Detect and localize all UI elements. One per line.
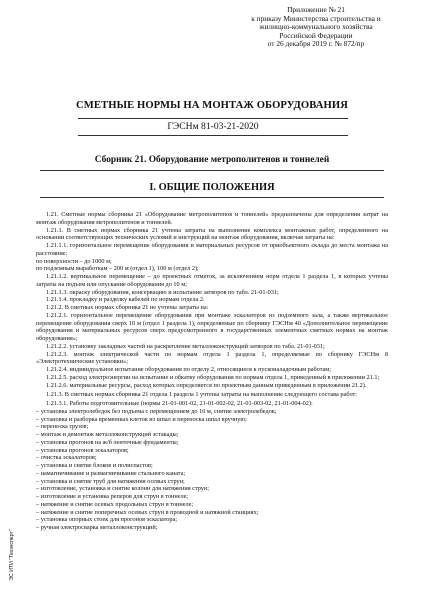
- paragraph: 1.21.1.3. окраску оборудования, консервацию и испытание затворов по табл. 21-01-031;: [46, 288, 279, 296]
- appendix-country-line: Российской Федерации: [279, 30, 353, 40]
- list-item: – натяжение и снятие поперечных осевых струн в проводной и натяжной станциях;: [36, 508, 259, 516]
- document-title: СМЕТНЫЕ НОРМЫ НА МОНТАЖ ОБОРУДОВАНИЯ: [76, 100, 348, 111]
- paragraph: 1.21.1.4. прокладку и разделку кабелей по нормам отдела 2.: [46, 296, 205, 304]
- list-item: – очистка эскалаторов;: [36, 454, 97, 462]
- list-item: – установка и разборка временных клеток из шпал и переноска шпал вручную;: [36, 415, 247, 423]
- list-item: – установка и снятие блоков и полиспастов;: [36, 462, 153, 469]
- document-code: ГЭСНм 81-03-21-2020: [78, 118, 348, 136]
- paragraph: 1.21.1.2. вертикальное перемещение – до проектных отметок, за исключением норм отдела 1 раздела 1, в которых учтены затраты на подъем или опускание оборудования до 10 м;: [36, 273, 388, 288]
- collection-divider: [40, 170, 384, 171]
- paragraph: 1.21.2. В сметных нормах сборника 21 не учтены затраты на:: [46, 304, 209, 311]
- appendix-ministry-line: жилищно-коммунального хозяйства: [259, 22, 373, 32]
- list-item: – монтаж и демонтаж металлоконструкций эстакады;: [36, 431, 179, 438]
- appendix-order-line: к приказу Министерства строительства и: [251, 13, 381, 23]
- section-divider: [40, 197, 384, 198]
- paragraph: по подземным выработкам – 200 м (отдел 1), 100 м (отдел 2);: [36, 265, 199, 273]
- list-item: – ручная электросварка металлоконструкций;: [36, 524, 158, 531]
- list-item: – установка прогонов на ж/б ленточные фундаменты;: [36, 438, 179, 446]
- collection-title: Сборник 21. Оборудование метрополитенов и тоннелей: [94, 155, 330, 165]
- paragraph: 1.21.3.1. Работы подготовительные (нормы 21-01-001-02, 21-01-002-02, 21-01-003-02, 21-01-004-02):: [46, 400, 313, 407]
- paragraph: 1.21.2.6. материальные ресурсы, расход которых определяется по проектным данным приведенным в приложении 21.2).: [46, 381, 367, 389]
- paragraph: 1.21.2.4. индивидуальное испытание оборудования по отделу 2, относящиеся к пусконаладочным работам;: [46, 366, 331, 373]
- list-item: – установка опорных стоек для прогонов эскалатора;: [36, 516, 178, 524]
- list-item: – намагничивание и размагничивание стального каната;: [36, 469, 186, 477]
- appendix-number: Приложение № 21: [287, 5, 345, 14]
- list-item: – установка и снятие труб для натяжения осевых струн;: [36, 477, 185, 485]
- paragraph: 1.21.1.1. горизонтальное перемещение оборудования и материальных ресурсов от приобъектного склада до места монтажа на расстояние:: [36, 242, 388, 257]
- list-item: – установка электролебедок без подъема с перемещением до 10 м, снятие электролебедок;: [36, 407, 277, 415]
- paragraph: 1.21. Сметные нормы сборника 21 «Оборудование метрополитенов и тоннелей» предназначены для определения затрат на монтаж оборудования метрополитенов и тоннелей.: [36, 211, 388, 226]
- paragraph: 1.21.1. В сметных нормах сборника 21 учтены затраты на выполнение комплекса монтажных работ, определенного на основании соответствующих технических условий и инструкций на монтаж оборудования, включая затраты на:: [36, 226, 388, 242]
- watermark-sidebar: [6, 520, 14, 592]
- list-item: – переноска грузов;: [36, 423, 89, 431]
- appendix-header: [216, 6, 416, 49]
- watermark-text: ЭС ИТИ "Техэксперт": [9, 529, 15, 581]
- document-body: [36, 211, 388, 532]
- paragraph: 1.21.3. В сметных нормах сборника 21 отдела 1 раздела 1 учтены затраты на выполнение следующего состава работ:: [46, 390, 357, 398]
- appendix-date-line: от 26 декабря 2019 г. № 872/пр: [267, 39, 365, 49]
- paragraph: 1.21.2.5. расход электроэнергии на испытание и обкатку оборудования по нормам отдела 1, приведенный в приложении 21.1;: [46, 373, 380, 381]
- paragraph: 1.21.2.3. монтаж электрической части по нормам отдела 1 раздела 1, определяемые по сборнику ГЭСНм 8 «Электротехнические установки»;: [36, 350, 388, 366]
- paragraph: по поверхности – до 1000 м;: [36, 257, 112, 265]
- paragraph: 1.21.2.2. установку закладных частей на раскрепление металлоконструкций затворов по табл. 21-01-031;: [46, 342, 325, 350]
- paragraph: 1.21.2.1. горизонтальное перемещение оборудования при монтаже эскалаторов из подземного зала, а также вертикальное перемещение оборудования сверх 10 м (отдел 1 раздела 1), определяемые по сборнику ГЭСНм 40 «Дополнительное перемещение оборудования и материальных ресурсов сверх предусмотренного в государственных элементных сметных нормах на монтаж оборудования»;: [36, 311, 388, 342]
- list-item: – изготовление, установка и снятие колонн для натяжения струн;: [36, 485, 210, 493]
- list-item: – установка прогонов эскалаторов;: [36, 446, 129, 454]
- list-item: – изготовление и установка реперов для струн в тоннеле;: [36, 493, 189, 500]
- section-title: I. ОБЩИЕ ПОЛОЖЕНИЯ: [149, 182, 275, 193]
- list-item: – натяжение и снятие осевых продольных струн в тоннеле;: [36, 500, 194, 508]
